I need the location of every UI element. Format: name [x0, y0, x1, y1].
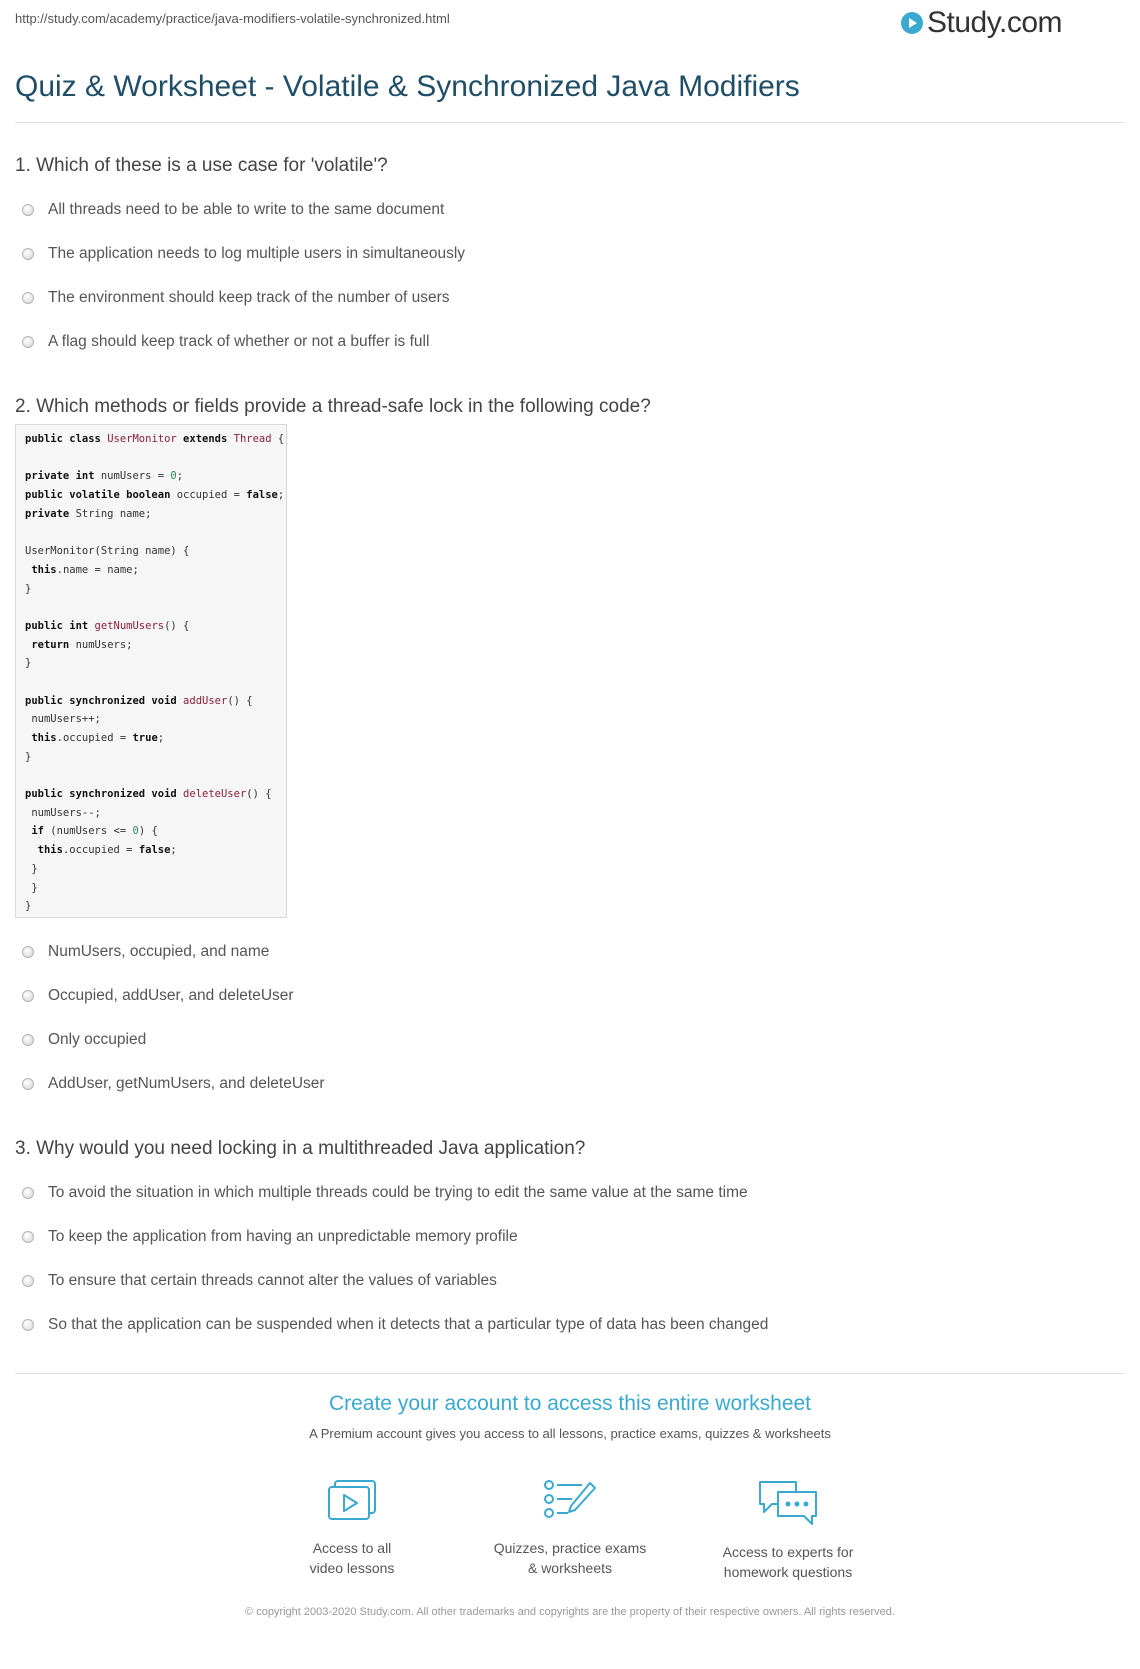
code-line: } [25, 862, 38, 875]
code-line: public class UserMonitor extends Thread { [25, 433, 285, 445]
answer-label: To ensure that certain threads cannot alter the values of variables [48, 1272, 497, 1289]
code-line [25, 598, 277, 617]
code-line: private String name; [25, 507, 152, 520]
answer-option[interactable] [22, 245, 465, 263]
copyright-notice: © copyright 2003-2020 Study.com. All other trademarks and copyrights are the property of their respective owners. All rights reserved. [245, 1606, 895, 1618]
answer-label: To avoid the situation in which multiple threads could be trying to edit the same value at the same time [48, 1184, 748, 1201]
code-line: this.occupied = false; [37, 844, 177, 857]
feature-label [247, 1538, 457, 1578]
feature-line: Quizzes, practice exams [493, 1540, 647, 1556]
premium-description: A Premium account gives you access to all lessons, practice exams, quizzes & worksheets [309, 1426, 831, 1441]
video-icon [326, 1478, 378, 1522]
answer-label: The environment should keep track of the number of users [48, 289, 450, 306]
feature-label [465, 1538, 675, 1578]
feature-line: homework questions [723, 1564, 853, 1580]
answer-label: AddUser, getNumUsers, and deleteUser [48, 1075, 325, 1092]
feature-line: Access to all [312, 1540, 392, 1556]
answer-label: A flag should keep track of whether or not a buffer is full [48, 333, 430, 350]
question-3: 3. Why would you need locking in a multithreaded Java application? [15, 1138, 586, 1159]
code-line [25, 673, 277, 692]
radio-icon[interactable] [22, 1187, 34, 1199]
radio-icon[interactable] [22, 204, 34, 216]
code-line: } [25, 881, 38, 894]
answer-option[interactable] [22, 1228, 518, 1246]
answer-option[interactable] [22, 333, 429, 351]
code-line: numUsers++; [25, 713, 101, 726]
radio-icon[interactable] [22, 292, 34, 304]
answer-label: To keep the application from having an unpredictable memory profile [48, 1228, 518, 1245]
feature-label [683, 1542, 893, 1582]
chat-bubbles-icon [756, 1478, 820, 1526]
quiz-list-icon [542, 1478, 598, 1522]
feature-line: Access to experts for [722, 1544, 854, 1560]
code-line: private int numUsers = 0; [25, 470, 184, 483]
answer-option[interactable] [22, 289, 450, 307]
radio-icon[interactable] [22, 1034, 34, 1046]
code-line: public synchronized void addUser() { [25, 694, 253, 707]
radio-icon[interactable] [22, 990, 34, 1002]
code-line: } [25, 657, 32, 670]
code-line: this.name = name; [31, 563, 139, 576]
radio-icon[interactable] [22, 1275, 34, 1287]
answer-label: Only occupied [48, 1031, 147, 1048]
answer-label: Occupied, addUser, and deleteUser [48, 987, 294, 1004]
code-line: public volatile boolean occupied = false; [25, 489, 285, 502]
code-line: } [25, 750, 32, 763]
radio-icon[interactable] [22, 946, 34, 958]
code-line: public synchronized void deleteUser() { [25, 788, 272, 801]
divider [15, 1373, 1125, 1374]
page-url: http://study.com/academy/practice/java-modifiers-volatile-synchronized.html [15, 11, 450, 26]
code-line [25, 449, 277, 468]
answer-label: So that the application can be suspended when it detects that a particular type of data has been changed [48, 1316, 769, 1333]
code-snippet [15, 424, 287, 918]
code-line: if (numUsers <= 0) { [31, 825, 158, 838]
code-line [25, 766, 277, 785]
code-line: this.occupied = true; [31, 732, 165, 744]
question-2: 2. Which methods or fields provide a thread-safe lock in the following code? [15, 396, 651, 417]
code-line: public int getNumUsers() { [25, 619, 190, 632]
code-line: numUsers--; [25, 806, 101, 819]
answer-option[interactable] [22, 1031, 146, 1049]
logo-text: Study.com [927, 6, 1062, 39]
answer-label: NumUsers, occupied, and name [48, 943, 270, 960]
divider [15, 122, 1125, 123]
question-1: 1. Which of these is a use case for 'volatile'? [15, 155, 388, 176]
play-logo-icon [901, 12, 923, 34]
feature-line: video lessons [309, 1560, 395, 1576]
radio-icon[interactable] [22, 1231, 34, 1243]
feature-experts [683, 1478, 893, 1582]
answer-option[interactable] [22, 987, 294, 1005]
answer-label: All threads need to be able to write to the same document [48, 201, 445, 218]
answer-option[interactable] [22, 1272, 497, 1290]
code-line: UserMonitor(String name) { [25, 545, 190, 558]
page-title: Quiz & Worksheet - Volatile & Synchronized Java Modifiers [15, 70, 800, 103]
create-account-link[interactable]: Create your account to access this entire worksheet [328, 1392, 812, 1415]
feature-quizzes [465, 1478, 675, 1578]
answer-option[interactable] [22, 1184, 748, 1202]
code-line [25, 523, 277, 542]
answer-label: The application needs to log multiple users in simultaneously [48, 245, 466, 262]
radio-icon[interactable] [22, 336, 34, 348]
answer-option[interactable] [22, 1075, 325, 1093]
answer-option[interactable] [22, 201, 444, 219]
code-line: } [25, 900, 32, 913]
feature-line: & worksheets [527, 1560, 613, 1576]
radio-icon[interactable] [22, 248, 34, 260]
radio-icon[interactable] [22, 1078, 34, 1090]
feature-video-lessons [247, 1478, 457, 1578]
radio-icon[interactable] [22, 1319, 34, 1331]
answer-option[interactable] [22, 943, 269, 961]
answer-option[interactable] [22, 1316, 768, 1334]
study-logo[interactable] [901, 6, 1062, 40]
code-line: } [25, 582, 32, 595]
code-line: return numUsers; [31, 638, 133, 651]
